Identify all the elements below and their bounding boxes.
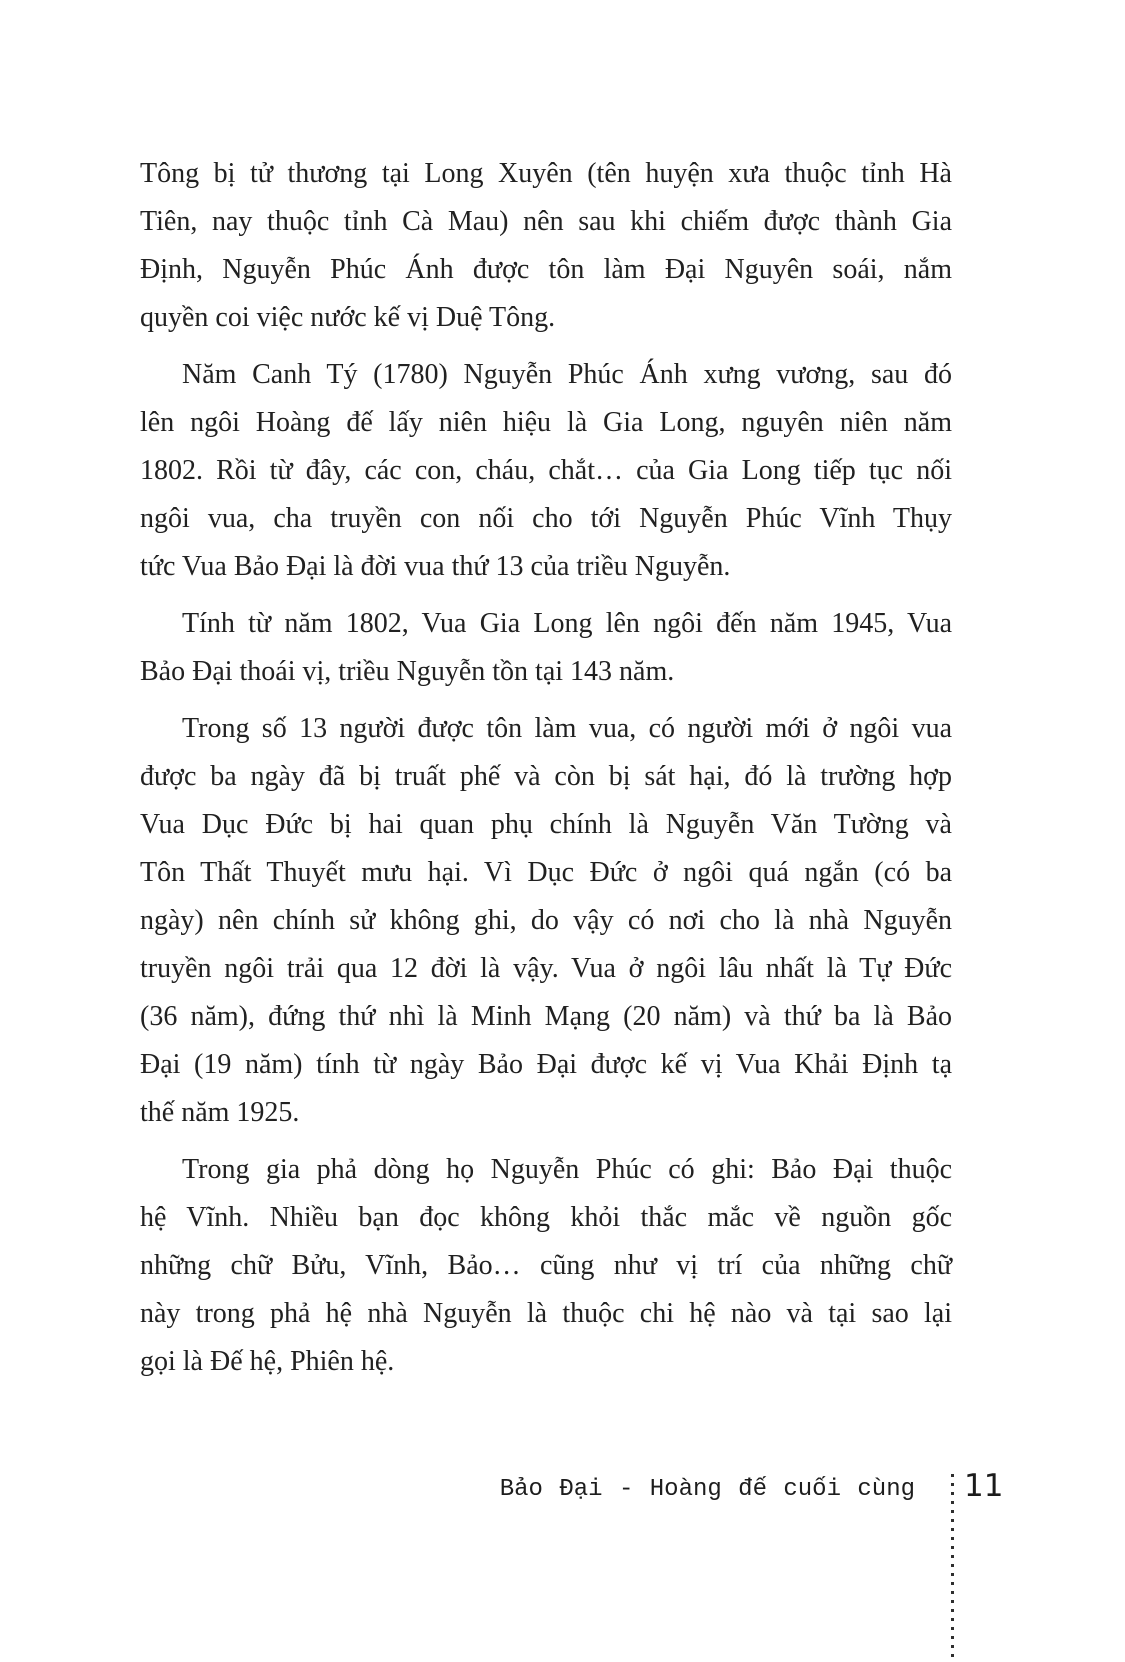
text-column	[140, 150, 952, 1386]
text-line: Tính từ năm 1802, Vua Gia Long lên ngôi đến năm 1945, Vua	[182, 608, 952, 639]
paragraph	[140, 150, 952, 342]
text-line: tức Vua Bảo Đại là đời vua thứ 13 của triều Nguyễn.	[140, 551, 731, 582]
text-line: quyền coi việc nước kế vị Duệ Tông.	[140, 302, 556, 333]
text-line: Tông bị tử thương tại Long Xuyên (tên huyện xưa thuộc tỉnh Hà	[140, 158, 952, 189]
text-line: Đại (19 năm) tính từ ngày Bảo Đại được kế vị Vua Khải Định tạ	[140, 1049, 952, 1080]
text-line: (36 năm), đứng thứ nhì là Minh Mạng (20 năm) và thứ ba là Bảo	[140, 1001, 952, 1032]
running-title: Bảo Đại - Hoàng đế cuối cùng	[499, 1476, 915, 1503]
text-line: lên ngôi Hoàng đế lấy niên hiệu là Gia Long, nguyên niên năm	[140, 407, 952, 438]
footer-dotted-rule	[951, 1474, 954, 1662]
paragraph	[140, 600, 952, 696]
text-line: ngôi vua, cha truyền con nối cho tới Nguyễn Phúc Vĩnh Thụy	[140, 503, 952, 534]
text-line: ngày) nên chính sử không ghi, do vậy có nơi cho là nhà Nguyễn	[140, 905, 952, 936]
page-number: 11	[964, 1468, 1004, 1504]
text-line: những chữ Bửu, Vĩnh, Bảo… cũng như vị trí của những chữ	[140, 1250, 952, 1281]
text-line: 1802. Rồi từ đây, các con, cháu, chắt… của Gia Long tiếp tục nối	[140, 455, 952, 486]
text-line: Trong số 13 người được tôn làm vua, có người mới ở ngôi vua	[182, 713, 952, 744]
text-line: truyền ngôi trải qua 12 đời là vậy. Vua ở ngôi lâu nhất là Tự Đức	[140, 953, 952, 984]
text-line: Năm Canh Tý (1780) Nguyễn Phúc Ánh xưng vương, sau đó	[182, 359, 952, 390]
text-line: Bảo Đại thoái vị, triều Nguyễn tồn tại 143 năm.	[140, 656, 675, 687]
text-line: Tiên, nay thuộc tỉnh Cà Mau) nên sau khi chiếm được thành Gia	[140, 206, 952, 237]
text-line: gọi là Đế hệ, Phiên hệ.	[140, 1346, 395, 1377]
text-line: hệ Vĩnh. Nhiều bạn đọc không khỏi thắc mắc về nguồn gốc	[140, 1202, 952, 1233]
text-line: thế năm 1925.	[140, 1097, 300, 1128]
text-line: được ba ngày đã bị truất phế và còn bị sát hại, đó là trường hợp	[140, 761, 952, 792]
text-line: Định, Nguyễn Phúc Ánh được tôn làm Đại Nguyên soái, nắm	[140, 254, 952, 285]
text-line: này trong phả hệ nhà Nguyễn là thuộc chi hệ nào và tại sao lại	[140, 1298, 952, 1329]
text-line: Tôn Thất Thuyết mưu hại. Vì Dục Đức ở ngôi quá ngắn (có ba	[140, 857, 952, 888]
paragraph	[140, 705, 952, 1137]
text-line: Vua Dục Đức bị hai quan phụ chính là Nguyễn Văn Tường và	[140, 809, 952, 840]
paragraph	[140, 351, 952, 591]
text-line: Trong gia phả dòng họ Nguyễn Phúc có ghi: Bảo Đại thuộc	[182, 1154, 952, 1185]
paragraph	[140, 1146, 952, 1386]
